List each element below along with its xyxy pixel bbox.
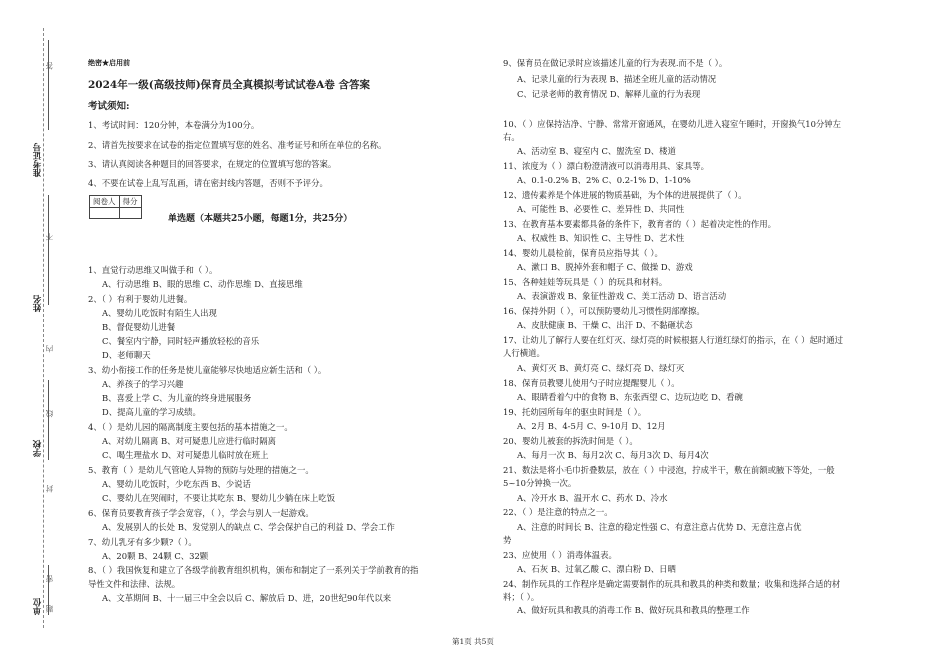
question-line: 22、（ ）是注意的特点之一。 <box>503 507 613 517</box>
question-line: 势 <box>503 535 512 545</box>
notice-item: 3、请认真阅读各种题目的回答要求，在规定的位置填写您的答案。 <box>88 159 337 169</box>
seal-line <box>43 28 44 628</box>
question-line: A、婴幼儿吃饭时有陌生人出现 <box>102 308 217 318</box>
question-line: 5~10分钟换一次。 <box>503 478 577 488</box>
question-line: 8、（ ）我国恢复和建立了各级学前教育组织机构，颁布和制定了一系列关于学前教育的指 <box>88 565 419 575</box>
gutter-mark: 封 <box>45 485 54 493</box>
page-title: 2024年一级(高级技师)保育员全真模拟考试试卷A卷 含答案 <box>88 79 370 91</box>
question-line: 5、教育（ ）是幼儿气管呛人异物的预防与处理的措施之一。 <box>88 465 314 475</box>
question-line: A、文革期间 B、十一届三中全会以后 C、解放后 D、进，20世纪90年代以来 <box>102 593 392 603</box>
secret-mark: 绝密★启用前 <box>88 58 130 67</box>
question-line: A、活动室 B、寝室内 C、盥洗室 D、楼道 <box>517 146 676 156</box>
question-line: A、养孩子的学习兴趣 <box>102 379 184 389</box>
question-line: 21、数法是将小毛巾折叠数层，放在（ ）中浸泡，拧成半干，敷在前额或腋下等处，一般 <box>503 465 835 475</box>
question-line: A、权威性 B、知识性 C、主导性 D、艺术性 <box>517 233 685 243</box>
question-line: A、注意的时间长 B、注意的稳定性强 C、有意注意占优势 D、无意注意占优 <box>517 522 802 532</box>
question-line: 3、幼小衔接工作的任务是使儿童能够尽快地适应新生活和（ ）。 <box>88 365 327 375</box>
question-line: 9、保育员在做记录时应该描述儿童的行为表现.而不是（ ）。 <box>503 58 728 68</box>
question-line: 14、婴幼儿晨检前，保育员应指导其（ ）。 <box>503 248 663 258</box>
reviewer-label: 阅卷人 <box>90 196 120 208</box>
question-line: C、婴幼儿在哭闹时，不要让其吃东 B、婴幼儿少躺在床上吃饭 <box>102 493 335 503</box>
question-line: A、黄灯灭 B、黄灯亮 C、绿灯亮 D、绿灯灭 <box>517 363 685 373</box>
question-line: C、记录老师的教育情况 D、解释儿童的行为表现 <box>517 89 701 99</box>
gutter-label-school: 学校 <box>33 440 43 457</box>
question-line: 10、（ ）应保持洁净、宁静、常常开窗通风，在婴幼儿进入寝室午睡时，开窗换气10分钟左 <box>503 119 842 129</box>
question-line: 2、（ ）有利于婴幼儿进餐。 <box>88 294 193 304</box>
question-line: A、漱口 B、脱掉外套和帽子 C、做操 D、游戏 <box>517 262 693 272</box>
question-line: 11、浓度为（ ）漂白粉澄清液可以消毒用具、家具等。 <box>503 161 709 171</box>
question-line: 7、幼儿乳牙有多少颗?（ ）。 <box>88 537 197 547</box>
question-line: 4、（ ）是幼儿园的隔离制度主要包括的基本措施之一。 <box>88 422 293 432</box>
question-line: 1、直觉行动思维又叫做手和（ ）。 <box>88 265 218 275</box>
gutter-underline-3 <box>48 380 49 460</box>
question-line: A、表演游戏 B、象征性游戏 C、美工活动 D、语言活动 <box>517 291 727 301</box>
reviewer-cell[interactable] <box>90 208 120 219</box>
question-line: 18、保育员教婴儿使用勺子时应提醒婴儿（ ）。 <box>503 378 680 388</box>
question-line: 20、婴幼儿被套的拆洗时间是（ ）。 <box>503 436 638 446</box>
question-line: A、2月 B、4-5月 C、9-10月 D、12月 <box>517 421 666 431</box>
question-line: 23、应使用（ ）消毒体温表。 <box>503 550 617 560</box>
question-line: 17、让幼儿了解行人要在红灯灭、绿灯亮的时候根据人行道红绿灯的指示，在（ ）起时通过 <box>503 335 843 345</box>
gutter-mark: 密 <box>45 575 54 583</box>
notice-item: 2、请首先按要求在试卷的指定位置填写您的姓名、准考证号和所在单位的名称。 <box>88 140 387 150</box>
gutter-underline-2 <box>48 195 49 305</box>
question-line: C、喝生理盐水 D、对可疑患儿临时放在班上 <box>102 450 269 460</box>
question-line: 19、托幼园所每年的驱虫时间是（ ）。 <box>503 407 647 417</box>
question-line: 人行横道。 <box>503 348 545 358</box>
question-line: 12、遗传素养是个体进展的物质基础，为个体的进展提供了（ ）。 <box>503 190 747 200</box>
notice-title: 考试须知: <box>88 101 130 112</box>
question-line: 6、保育员要教育孩子学会宽容，（ ），学会与别人一起游戏。 <box>88 508 314 518</box>
question-line: 24、制作玩具的工作程序是确定需要制作的玩具和教具的种类和数量；收集和选择合适的材 <box>503 579 841 589</box>
gutter-mark: 不 <box>45 233 54 241</box>
question-line: A、可能性 B、必要性 C、差异性 D、共同性 <box>517 204 685 214</box>
question-line: D、老师聊天 <box>102 350 151 360</box>
question-line: B、督促婴幼儿进餐 <box>102 322 176 332</box>
section-title: 单选题（本题共25小题，每题1分，共25分） <box>168 214 353 224</box>
question-line: A、冷开水 B、温开水 C、药水 D、冷水 <box>517 493 668 503</box>
question-line: A、发展别人的长处 B、发觉别人的缺点 C、学会保护自己的利益 D、学会工作 <box>102 522 395 532</box>
question-line: 导性文件和法律、法规。 <box>88 579 181 589</box>
question-line: A、每月一次 B、每月2次 C、每月3次 D、每月4次 <box>517 450 709 460</box>
question-line: C、餐室内宁静，同时轻声播放轻松的音乐 <box>102 336 260 346</box>
question-line: B、喜爱上学 C、为儿童的终身进展服务 <box>102 393 252 403</box>
gutter-mark: 内 <box>45 345 54 353</box>
page-footer: 第1页 共5页 <box>452 637 494 646</box>
question-line: A、20颗 B、24颗 C、32颗 <box>102 551 209 561</box>
question-line: A、婴幼儿吃饭时，少吃东西 B、少说话 <box>102 479 251 489</box>
gutter-mark: 题 <box>45 605 54 613</box>
question-line: D、提高儿童的学习成绩。 <box>102 407 201 417</box>
question-line: A、0.1-0.2% B、2% C、0.2-1% D、1-10% <box>517 175 691 185</box>
gutter-label-unit: 单位 <box>33 598 43 615</box>
notice-item: 1、考试时间：120分钟，本卷满分为100分。 <box>88 120 260 130</box>
gutter-label-exam-id: 准考证号 <box>33 143 43 177</box>
gutter-label-name: 姓名 <box>33 295 43 312</box>
question-line: A、皮肤健康 B、干燥 C、出汗 D、不黏砸状态 <box>517 320 693 330</box>
question-line: 16、保持外阴（ ），可以预防婴幼儿习惯性阴部摩擦。 <box>503 306 705 316</box>
score-table <box>89 195 142 219</box>
question-line: A、眼睛看着勺中的食物 B、东张西望 C、边玩边吃 D、看碗 <box>517 392 743 402</box>
notice-item: 4、不要在试卷上乱写乱画，请在密封线内答题，否则不予评分。 <box>88 178 328 188</box>
question-line: A、对幼儿隔离 B、对可疑患儿应进行临时隔离 <box>102 436 276 446</box>
question-line: 料；（ ）。 <box>503 592 540 602</box>
question-line: A、行动思维 B、眼的思维 C、动作思维 D、直接思维 <box>102 279 303 289</box>
question-line: 15、各种娃娃等玩具是（ ）的玩具和材料。 <box>503 277 668 287</box>
question-line: 右。 <box>503 132 520 142</box>
gutter-underline-1 <box>48 40 49 130</box>
question-line: 13、在教育基本要素都具备的条件下，教育者的（ ）起着决定性的作用。 <box>503 219 776 229</box>
score-cell[interactable] <box>119 208 141 219</box>
question-line: A、记录儿童的行为表现 B、描述全班儿童的活动情况 <box>517 74 717 84</box>
gutter-mark: 答 <box>45 62 54 70</box>
question-line: A、做好玩具和教具的消毒工作 B、做好玩具和教具的整理工作 <box>517 605 750 615</box>
score-label: 得分 <box>119 196 141 208</box>
gutter-mark: 线 <box>45 410 54 418</box>
question-line: A、石灰 B、过氧乙酸 C、漂白粉 D、日晒 <box>517 564 676 574</box>
